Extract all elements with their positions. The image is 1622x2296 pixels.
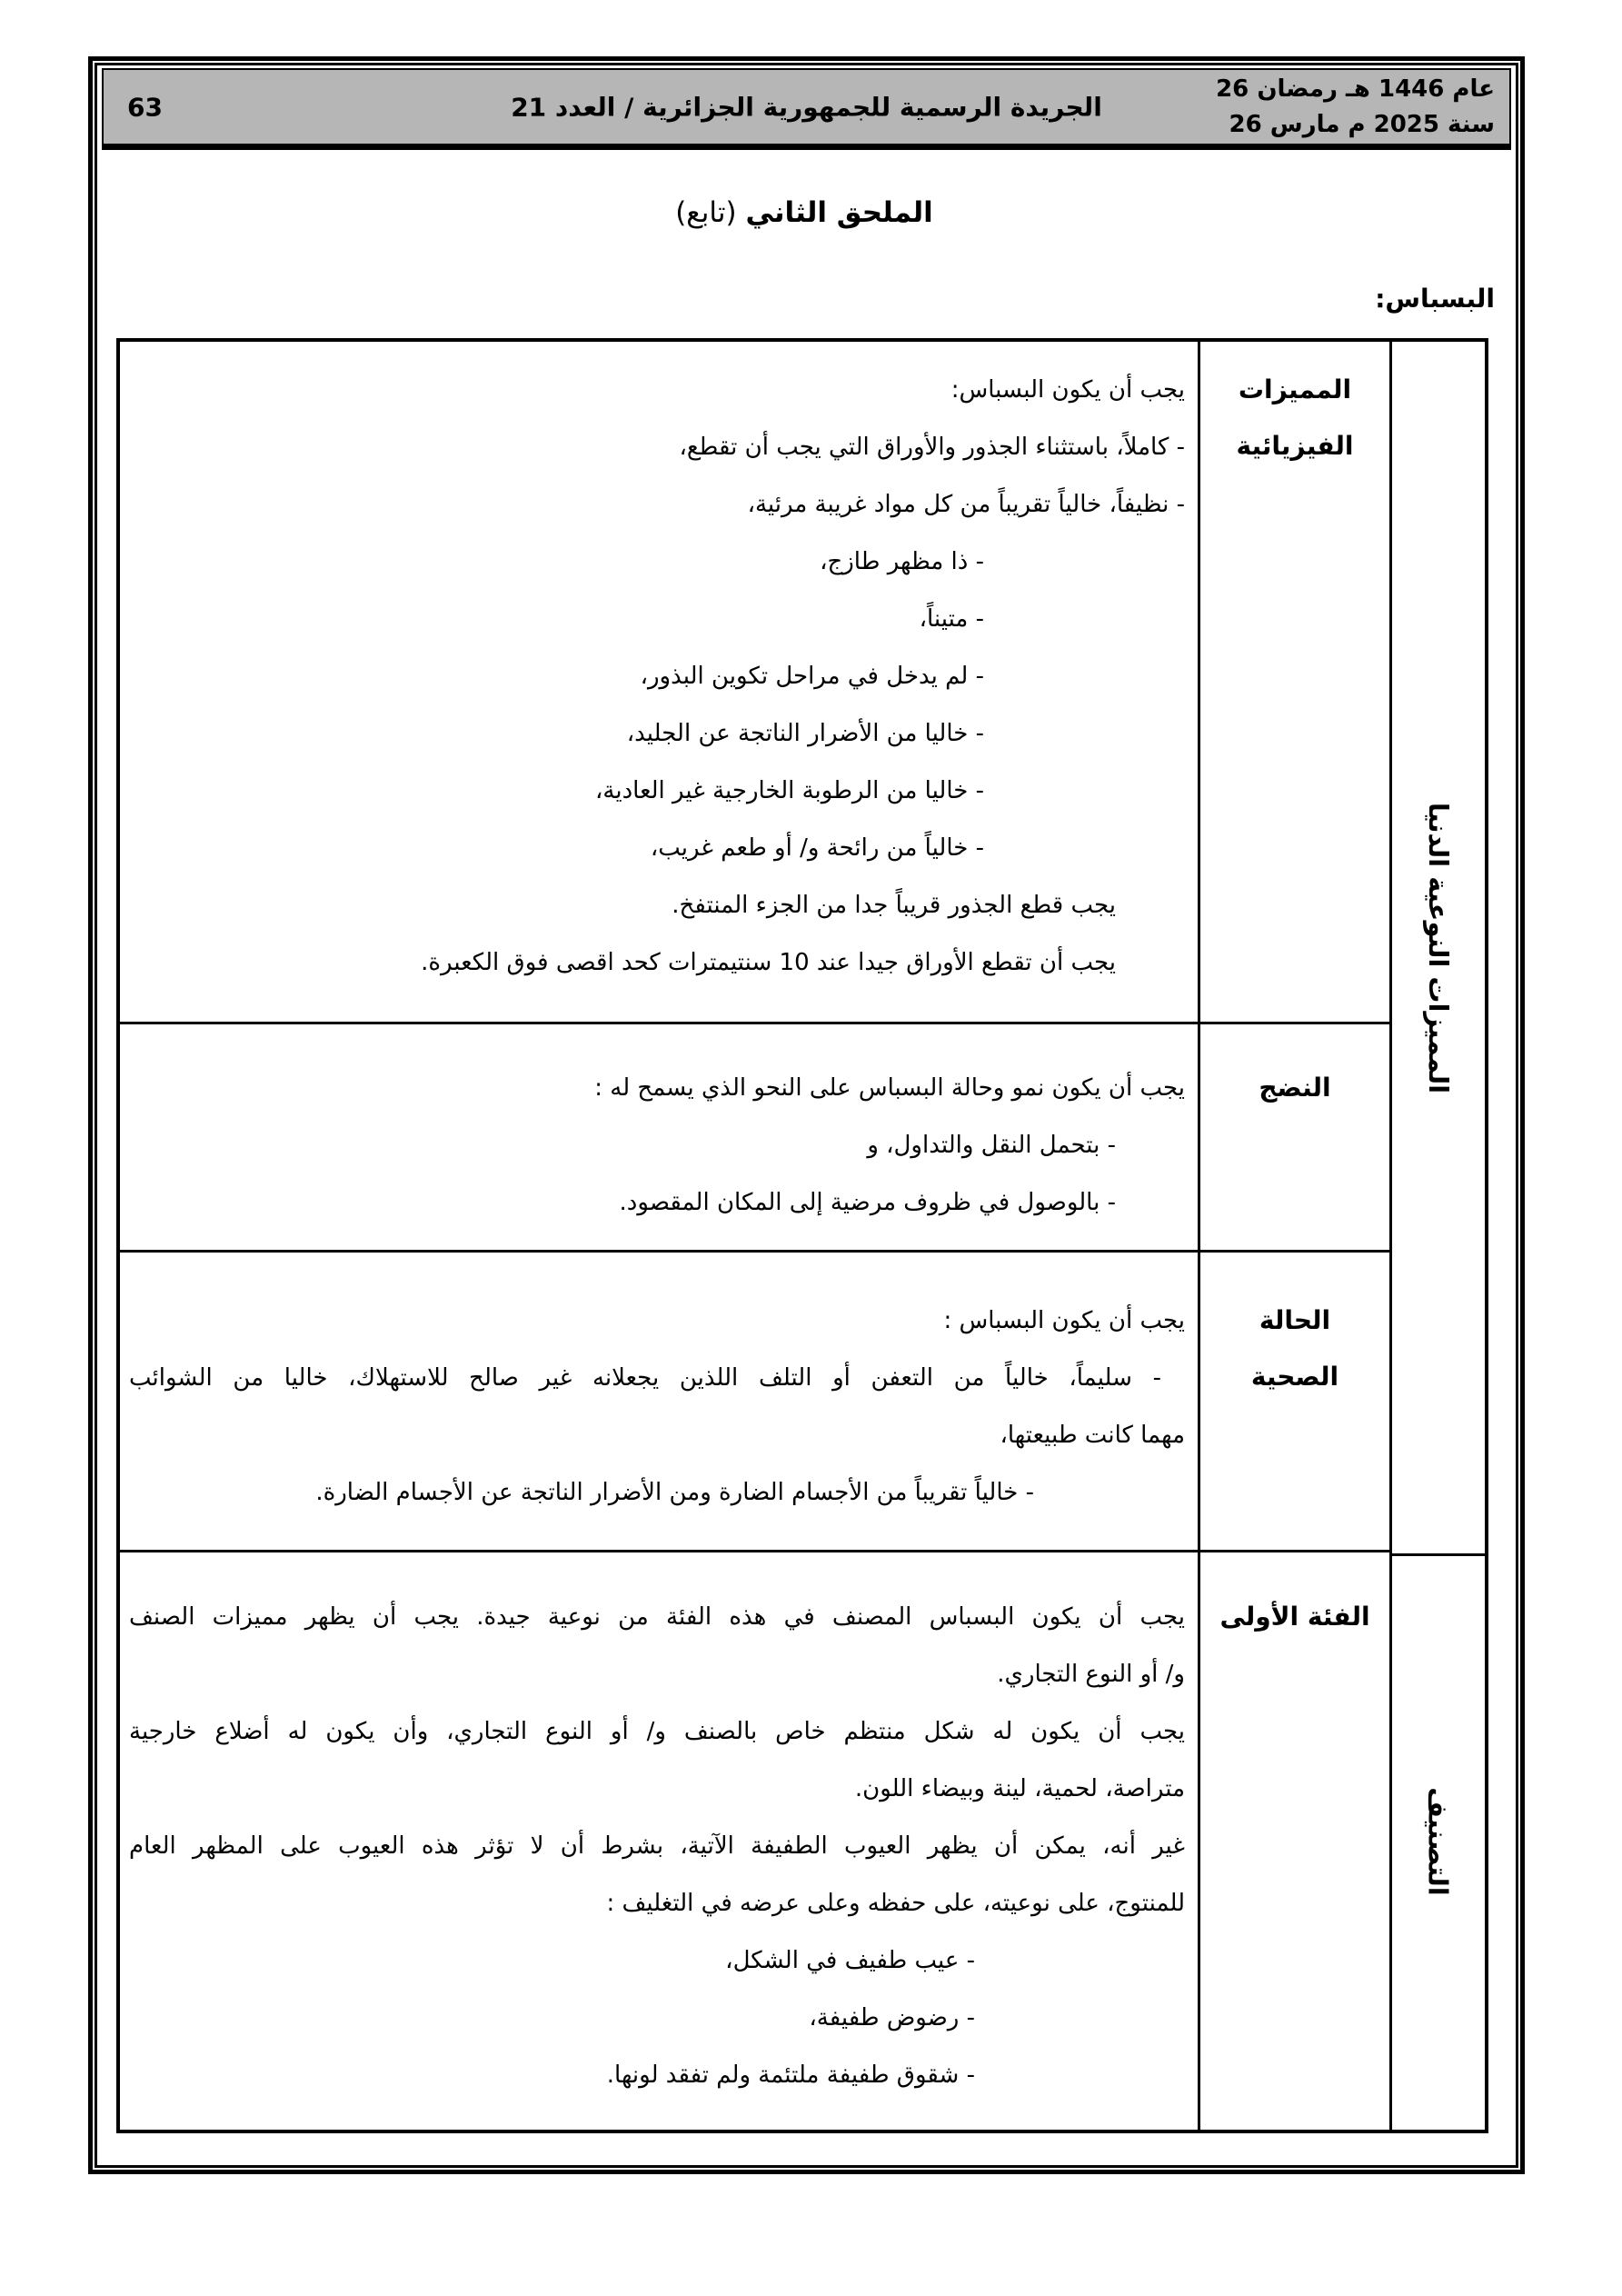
- content-line: يجب أن يكون البسباس المصنف في هذه الفئة من نوعية جيدة. يجب أن يظهر مميزات الصنف: [129, 1603, 1185, 1631]
- content-line: يجب أن يكون البسباس:: [950, 376, 1185, 404]
- table-row: [120, 1024, 1389, 1253]
- row-label-cell: [1198, 1253, 1389, 1550]
- content-line: يجب أن يكون له شكل منتظم خاص بالصنف و/ أو النوع التجاري، وأن يكون له أضلاع خارجية: [129, 1718, 1185, 1745]
- content-line: - خالياً من رائحة و/ أو طعم غريب،: [650, 834, 984, 862]
- content-line: يجب قطع الجذور قريباً جدا من الجزء المنتفخ.: [672, 892, 1116, 919]
- row-content-cell: [120, 1024, 1198, 1250]
- row-label-cell: [1198, 1552, 1389, 2130]
- content-line: - سليماً، خالياً من التعفن أو التلف اللذين يجعلانه غير صالح للاستهلاك، خاليا من الشوائب: [129, 1364, 1161, 1392]
- content-line: - رضوض طفيفة،: [809, 2004, 975, 2031]
- group-label-min-quality: [1392, 342, 1485, 1556]
- row-content-cell: [120, 1552, 1198, 2130]
- row-label-line: الحالة: [1259, 1305, 1331, 1335]
- date-hijri: 26 رمضان‎ عام 1446 هـ: [1216, 75, 1495, 103]
- row-content-cell: [120, 1253, 1198, 1550]
- table-row: [120, 1253, 1389, 1552]
- content-line: و/ أو النوع التجاري.: [997, 1661, 1185, 1688]
- content-line: للمنتوج، على نوعيته، على حفظه وعلى عرضه في التغليف :: [606, 1890, 1185, 1917]
- product-label: البسباس:: [1375, 284, 1495, 314]
- content-line: - شقوق طفيفة ملتئمة ولم تفقد لونها.: [606, 2061, 975, 2089]
- content-line: متراصة، لحمية، لينة وبيضاء اللون.: [854, 1775, 1185, 1802]
- row-label-line: الفئة الأولى: [1219, 1602, 1370, 1632]
- group-label-column: [1389, 342, 1485, 2130]
- group-label-classification: [1392, 1556, 1485, 2127]
- row-label-line: الفيزيائية: [1236, 431, 1354, 461]
- content-line: - خالياً تقريباً من الأجسام الضارة ومن الأضرار الناتجة عن الأجسام الضارة.: [315, 1479, 1034, 1506]
- date-block: [1216, 72, 1495, 143]
- content-line: - كاملاً، باستثناء الجذور والأوراق التي يجب أن تقطع،: [679, 434, 1185, 461]
- content-line: يجب أن يكون البسباس :: [943, 1307, 1185, 1334]
- content-line: مهما كانت طبيعتها،: [1000, 1422, 1185, 1449]
- table-row: [120, 1552, 1389, 2130]
- content-line: - خاليا من الرطوبة الخارجية غير العادية،: [595, 777, 984, 804]
- row-label-line: الصحية: [1250, 1362, 1339, 1392]
- journal-title: الجريدة الرسمية للجمهورية الجزائرية / العدد 21: [511, 92, 1102, 122]
- content-line: يجب أن يكون نمو وحالة البسباس على النحو الذي يسمح له :: [594, 1074, 1185, 1102]
- content-line: - خاليا من الأضرار الناتجة عن الجليد،: [626, 720, 984, 747]
- table-row: [120, 342, 1389, 1024]
- annex-title-bold: الملحق الثاني: [745, 196, 933, 229]
- content-line: - عيب طفيف في الشكل،: [725, 1947, 975, 1974]
- content-line: غير أنه، يمكن أن يظهر العيوب الطفيفة الآتية، بشرط أن لا تؤثر هذه العيوب على المظهر العام: [129, 1832, 1185, 1860]
- content-line: - ذا مظهر طازج،: [820, 548, 984, 575]
- content-line: - بتحمل النقل والتداول، و: [867, 1132, 1116, 1159]
- table-rows: [120, 342, 1389, 2130]
- row-label-cell: [1198, 1024, 1389, 1250]
- content-line: - متيناً،: [919, 605, 984, 633]
- header-band: [102, 68, 1511, 150]
- row-label-cell: [1198, 342, 1389, 1022]
- annex-title: [91, 196, 1518, 229]
- content-line: - بالوصول في ظروف مرضية إلى المكان المقصود.: [619, 1189, 1116, 1216]
- row-label-line: النضج: [1259, 1073, 1331, 1103]
- row-label-line: المميزات: [1238, 374, 1352, 404]
- spec-table: [116, 338, 1488, 2133]
- group-label-text: التصنيف: [1423, 1787, 1454, 1896]
- content-line: يجب أن تقطع الأوراق جيدا عند 10 سنتيمترات كحد اقصى فوق الكعبرة.: [421, 949, 1116, 976]
- content-line: - نظيفاً، خالياً تقريباً من كل مواد غريبة مرئية،: [747, 491, 1185, 518]
- page-number: 63: [127, 92, 163, 122]
- row-content-cell: [120, 342, 1198, 1022]
- content-line: - لم يدخل في مراحل تكوين البذور،: [640, 663, 984, 690]
- annex-title-rest: (تابع): [675, 196, 737, 229]
- date-gregorian: 26 مارس‎ سنة 2025 م: [1229, 111, 1495, 138]
- group-label-text: المميزات النوعية الدنيا: [1423, 802, 1454, 1093]
